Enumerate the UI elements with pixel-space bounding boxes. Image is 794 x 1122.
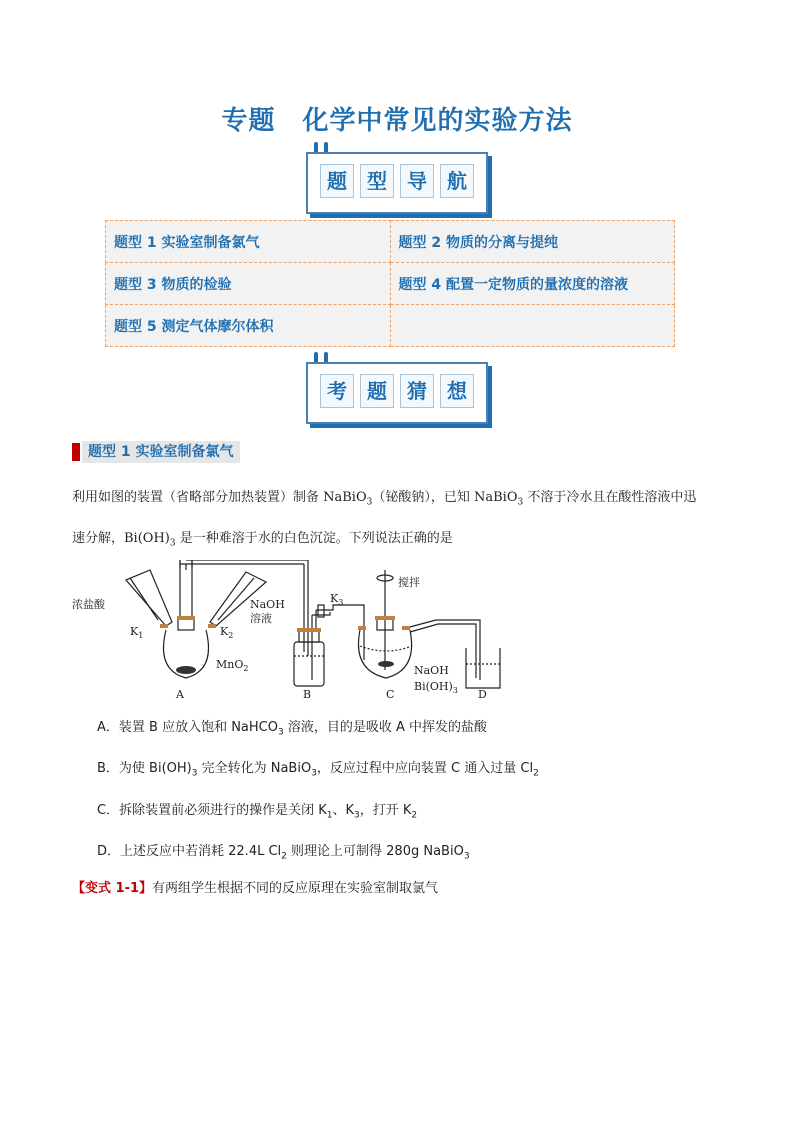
option-d[interactable]: D．上述反应中若消耗 22.4L $Cl_2$ 则理论上可制得 280g NaBiO$_3$ — [97, 844, 470, 862]
label-k3: $K_3$ — [330, 592, 344, 607]
topic-navigation-table — [105, 220, 675, 347]
banner-char: 航 — [440, 164, 474, 198]
banner-char: 题 — [320, 164, 354, 198]
label-bioh: $Bi(OH)_3$ — [414, 680, 458, 695]
variant-question — [72, 877, 438, 896]
banner-char: 想 — [440, 374, 474, 408]
banner-char: 型 — [360, 164, 394, 198]
option-c[interactable]: C．拆除装置前必须进行的操作是关闭 $K_1$、$K_3$，打开 $K_2$ — [97, 803, 418, 821]
nav-item-topic-3[interactable]: 题型 3 物质的检验 — [106, 263, 391, 305]
nav-item-topic-4[interactable]: 题型 4 配置一定物质的量浓度的溶液 — [390, 263, 675, 305]
option-a[interactable]: A．装置 B 应放入饱和 NaHCO$_3$ 溶液，目的是吸收 A 中挥发的盐酸 — [97, 720, 488, 738]
nav-item-empty — [390, 305, 675, 347]
nav-item-topic-1[interactable]: 题型 1 实验室制备氯气 — [106, 221, 391, 263]
label-naoh-c: NaOH — [414, 664, 449, 677]
nav-item-topic-5[interactable]: 题型 5 测定气体摩尔体积 — [106, 305, 391, 347]
label-naoh-top: NaOH — [250, 598, 285, 611]
label-a: A — [176, 688, 184, 701]
section-banner-navigation — [306, 152, 486, 214]
label-b: B — [303, 688, 312, 701]
banner-char: 题 — [360, 374, 394, 408]
question-line-2: 速分解，$Bi(OH)_3$ 是一种难溶于水的白色沉淀。下列说法正确的是 — [72, 531, 453, 549]
banner-char: 导 — [400, 164, 434, 198]
label-stir: 搅拌 — [398, 576, 420, 589]
apparatus-diagram — [68, 560, 518, 705]
section-marker — [72, 443, 80, 461]
label-k2: $K_2$ — [220, 625, 234, 640]
stopper-marks — [160, 616, 410, 632]
label-mno2: MnO$_2$ — [216, 658, 249, 673]
section-banner-predictions — [306, 362, 486, 424]
question-line-1: 利用如图的装置（省略部分加热装置）制备 NaBiO$_3$（铋酸钠），已知 NaBiO$_3$ 不溶于冷水且在酸性溶液中迅 — [72, 490, 697, 508]
variant-text: 有两组学生根据不同的反应原理在实验室制取氯气 — [152, 881, 439, 896]
variant-tag: 【变式 1-1】 — [72, 881, 153, 896]
banner-char: 考 — [320, 374, 354, 408]
nav-item-topic-2[interactable]: 题型 2 物质的分离与提纯 — [390, 221, 675, 263]
section-heading-text: 题型 1 实验室制备氯气 — [82, 441, 240, 463]
banner-char: 猜 — [400, 374, 434, 408]
label-d: D — [478, 688, 487, 701]
page-title: 专题 化学中常见的实验方法 — [221, 106, 573, 136]
label-naoh-solution: 溶液 — [250, 612, 272, 625]
label-c: C — [386, 688, 395, 701]
label-k1: $K_1$ — [130, 625, 144, 640]
label-hcl: 浓盐酸 — [72, 598, 105, 611]
option-b[interactable]: B．为使 $Bi(OH)_3$ 完全转化为 NaBiO$_3$，反应过程中应向装置 C 通入过量 $Cl_2$ — [97, 761, 539, 779]
